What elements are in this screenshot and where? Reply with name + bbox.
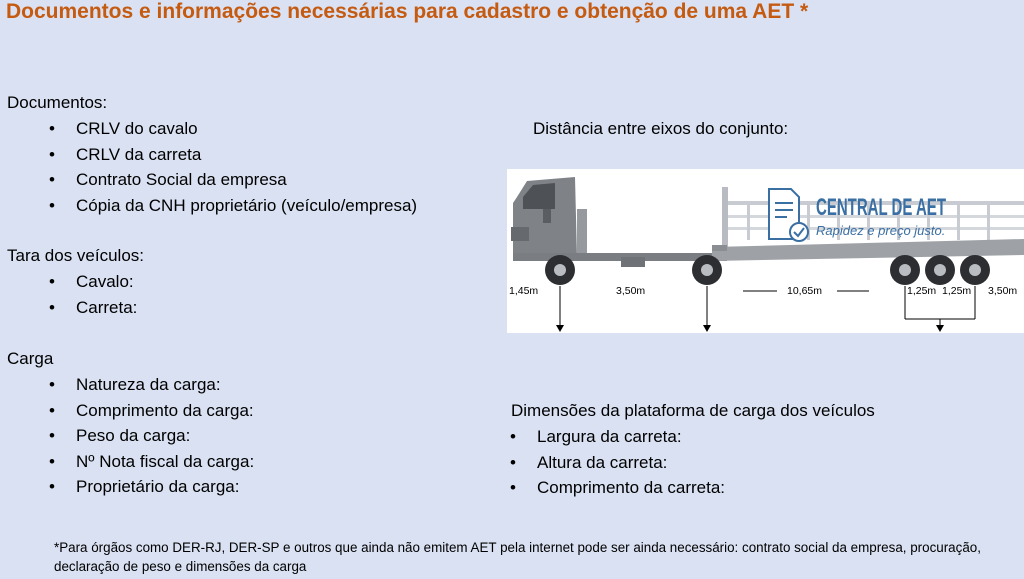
wheel bbox=[890, 255, 920, 285]
plataforma-heading: Dimensões da plataforma de carga dos veículos bbox=[511, 401, 875, 420]
truck-axle-diagram bbox=[507, 169, 1024, 333]
documentos-list bbox=[76, 116, 417, 218]
eixos-heading: Distância entre eixos do conjunto: bbox=[533, 119, 789, 138]
measure-label: 1,25m bbox=[942, 285, 972, 297]
list-item: • Altura da carreta: bbox=[537, 450, 725, 476]
truck-cab bbox=[511, 177, 587, 257]
truck-illustration bbox=[507, 169, 1024, 333]
wheel bbox=[692, 255, 722, 285]
tara-list bbox=[76, 269, 137, 320]
list-item: • Cópia da CNH proprietário (veículo/empresa) bbox=[76, 193, 417, 219]
plataforma-list bbox=[537, 424, 725, 501]
list-item: • Nº Nota fiscal da carga: bbox=[76, 449, 254, 475]
page-title: Documentos e informações necessárias para cadastro e obtenção de uma AET * bbox=[6, 0, 809, 23]
central-de-aet-logo bbox=[769, 189, 946, 241]
measure-label: 1,45m bbox=[509, 285, 539, 297]
list-item: • Comprimento da carga: bbox=[76, 398, 254, 424]
carga-heading: Carga bbox=[7, 349, 54, 368]
wheel bbox=[925, 255, 955, 285]
list-item: • Contrato Social da empresa bbox=[76, 167, 417, 193]
list-item: • Carreta: bbox=[76, 295, 137, 321]
list-item: • CRLV do cavalo bbox=[76, 116, 417, 142]
list-item: • Natureza da carga: bbox=[76, 372, 254, 398]
measure-label: 1,25m bbox=[907, 285, 937, 297]
logo-title: CENTRAL DE AET bbox=[816, 194, 947, 221]
wheel bbox=[545, 255, 575, 285]
fuel-tank bbox=[621, 257, 645, 267]
list-item: • Largura da carreta: bbox=[537, 424, 725, 450]
wheel bbox=[960, 255, 990, 285]
measure-label: 3,50m bbox=[616, 285, 646, 297]
logo-tagline: Rapidez e preço justo. bbox=[816, 223, 946, 238]
documentos-heading: Documentos: bbox=[7, 93, 108, 112]
list-item: • Proprietário da carga: bbox=[76, 474, 254, 500]
dimension-arrows bbox=[556, 325, 944, 332]
carga-list bbox=[76, 372, 254, 500]
truck-chassis bbox=[513, 253, 727, 261]
list-item: • Peso da carga: bbox=[76, 423, 254, 449]
measure-label: 10,65m bbox=[787, 285, 823, 297]
measure-label: 3,50m bbox=[988, 285, 1018, 297]
list-item: • CRLV da carreta bbox=[76, 142, 417, 168]
list-item: • Comprimento da carreta: bbox=[537, 475, 725, 501]
tara-heading: Tara dos veículos: bbox=[7, 246, 145, 265]
list-item: • Cavalo: bbox=[76, 269, 137, 295]
footnote: *Para órgãos como DER-RJ, DER-SP e outros que ainda não emitem AET pela internet pode ser ainda necessário: contrato social da empresa, procuração, declaração de peso e dimensões da carga bbox=[54, 540, 981, 574]
